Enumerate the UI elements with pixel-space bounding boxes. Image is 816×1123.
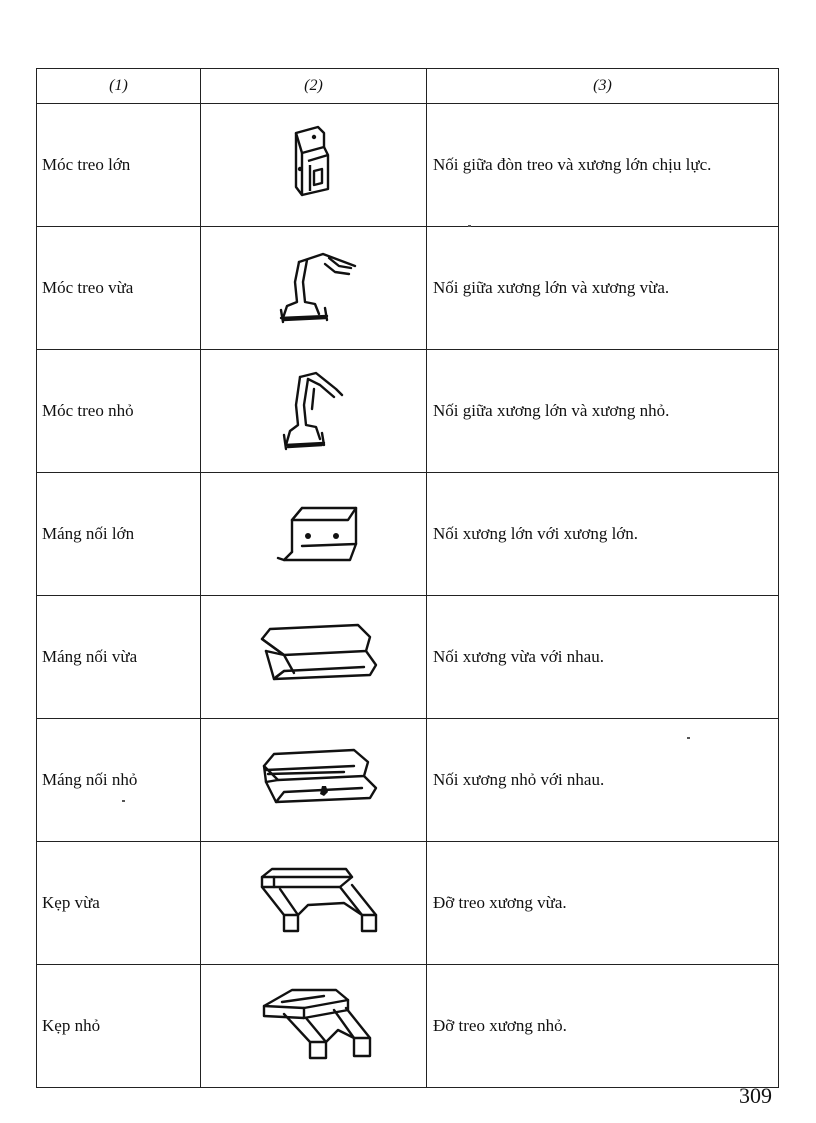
medium-hanger-clip-icon: [259, 248, 369, 328]
part-description: Nối xương nhỏ với nhau.: [427, 719, 779, 842]
part-illustration: [201, 842, 427, 965]
table-header-row: [37, 69, 779, 104]
part-name: Móc treo vừa: [37, 227, 201, 350]
table-row: [37, 227, 779, 350]
part-illustration: [201, 965, 427, 1088]
part-description: Nối giữa đòn treo và xương lớn chịu lực.: [427, 104, 779, 227]
large-hanger-clip-icon: [284, 125, 344, 205]
table-row: [37, 965, 779, 1088]
scan-speck: [122, 800, 125, 802]
part-illustration: [201, 104, 427, 227]
column-header-2: (2): [201, 69, 427, 104]
part-illustration: [201, 350, 427, 473]
part-illustration: [201, 596, 427, 719]
part-name: Móc treo lớn: [37, 104, 201, 227]
table-row: [37, 473, 779, 596]
part-description: Nối giữa xương lớn và xương nhỏ.: [427, 350, 779, 473]
column-header-1: (1): [37, 69, 201, 104]
table-row: [37, 104, 779, 227]
small-hanger-clip-icon: [264, 369, 364, 453]
small-clamp-icon: [244, 984, 384, 1068]
part-description: Đỡ treo xương vừa.: [427, 842, 779, 965]
table-row: [37, 719, 779, 842]
part-description: Nối giữa xương lớn và xương vừa.: [427, 227, 779, 350]
table-row: [37, 842, 779, 965]
medium-clamp-icon: [244, 863, 384, 943]
table-row: [37, 350, 779, 473]
column-header-3: (3): [427, 69, 779, 104]
scan-speck: [687, 737, 690, 739]
medium-channel-connector-icon: [244, 619, 384, 695]
part-name: Máng nối lớn: [37, 473, 201, 596]
part-name: Máng nối nhỏ: [37, 719, 201, 842]
page-number: 309: [739, 1083, 772, 1108]
scan-speck: [468, 225, 471, 227]
large-channel-connector-icon: [264, 502, 364, 566]
small-channel-connector-icon: [244, 742, 384, 818]
part-illustration: [201, 473, 427, 596]
part-name: Móc treo nhỏ: [37, 350, 201, 473]
part-description: Nối xương vừa với nhau.: [427, 596, 779, 719]
part-name: Kẹp vừa: [37, 842, 201, 965]
part-illustration: [201, 227, 427, 350]
components-table: [36, 68, 779, 1088]
part-illustration: [201, 719, 427, 842]
part-name: Máng nối vừa: [37, 596, 201, 719]
part-description: Đỡ treo xương nhỏ.: [427, 965, 779, 1088]
table-row: [37, 596, 779, 719]
part-description: Nối xương lớn với xương lớn.: [427, 473, 779, 596]
part-name: Kẹp nhỏ: [37, 965, 201, 1088]
